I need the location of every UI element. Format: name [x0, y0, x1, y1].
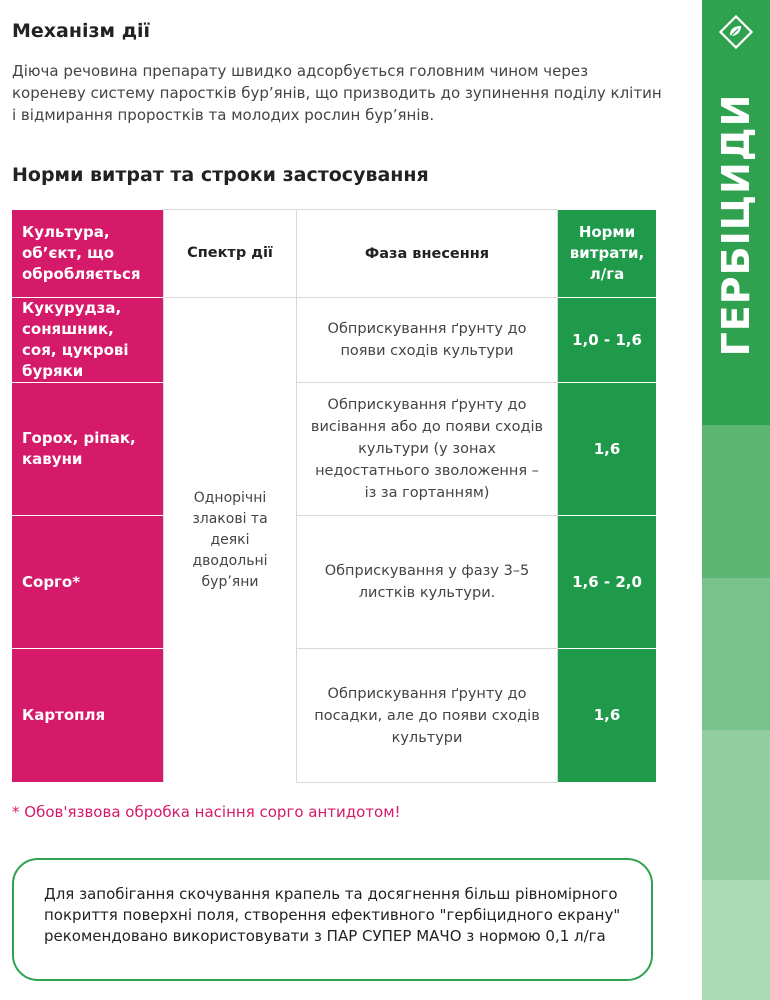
note-text: Для запобігання скочування крапель та досягнення більш рівномірного покриття поверхні поля, створення ефективного "гербіцидного екрану" рекомендовано використовувати з ПАР СУПЕР МАЧО з нормою 0,1 л/га: [44, 885, 621, 945]
rate-cell: 1,6 - 2,0: [558, 516, 657, 649]
table-header-row: [12, 210, 656, 298]
crop-cell: Горох, ріпак, кавуни: [12, 383, 164, 516]
norms-table: [12, 209, 656, 783]
side-banner: [702, 0, 770, 1000]
header-rate: Норми витрати, л/га: [558, 210, 657, 298]
norms-heading: Норми витрат та строки застосування: [12, 164, 429, 186]
table-row: [12, 516, 656, 649]
table-row: [12, 383, 656, 516]
side-banner-segment: [702, 730, 770, 880]
crop-cell: Сорго*: [12, 516, 164, 649]
rate-cell: 1,0 - 1,6: [558, 298, 657, 383]
phase-cell: Обприскування у фазу 3–5 листків культури.: [297, 516, 558, 649]
section-title-vertical: ГЕРБІЦИДИ: [714, 93, 758, 357]
rate-cell: 1,6: [558, 649, 657, 783]
crop-cell: Картопля: [12, 649, 164, 783]
rate-cell: 1,6: [558, 383, 657, 516]
phase-cell: Обприскування ґрунту до посадки, але до появи сходів культури: [297, 649, 558, 783]
phase-cell: Обприскування ґрунту до появи сходів культури: [297, 298, 558, 383]
side-banner-segment: [702, 880, 770, 1000]
table-row: [12, 298, 656, 383]
leaf-diamond-icon: [718, 14, 754, 50]
side-banner-segment: [702, 578, 770, 730]
crop-cell: Кукурудза, соняшник, соя, цукрові буряки: [12, 298, 164, 383]
header-crop: Культура, об’єкт, що обробляється: [12, 210, 164, 298]
footnote: * Обов'язвова обробка насіння сорго антидотом!: [12, 803, 401, 821]
table-row: [12, 649, 656, 783]
mechanism-text: Діюча речовина препарату швидко адсорбується головним чином через кореневу систему паростків бур’янів, що призводить до зупинення поділу клітин і відмирання проростків та молодих рослин бур’янів.: [12, 62, 662, 124]
spectrum-cell: Однорічні злакові та деякі дводольні бур’яни: [164, 298, 297, 783]
side-banner-segment: [702, 425, 770, 578]
phase-cell: Обприскування ґрунту до висівання або до появи сходів культури (у зонах недостатнього зволоження – із за гортанням): [297, 383, 558, 516]
mechanism-heading: Механізм дії: [12, 20, 151, 42]
header-spectrum: Спектр дії: [164, 210, 297, 298]
note-box: [12, 858, 653, 981]
header-phase: Фаза внесення: [297, 210, 558, 298]
